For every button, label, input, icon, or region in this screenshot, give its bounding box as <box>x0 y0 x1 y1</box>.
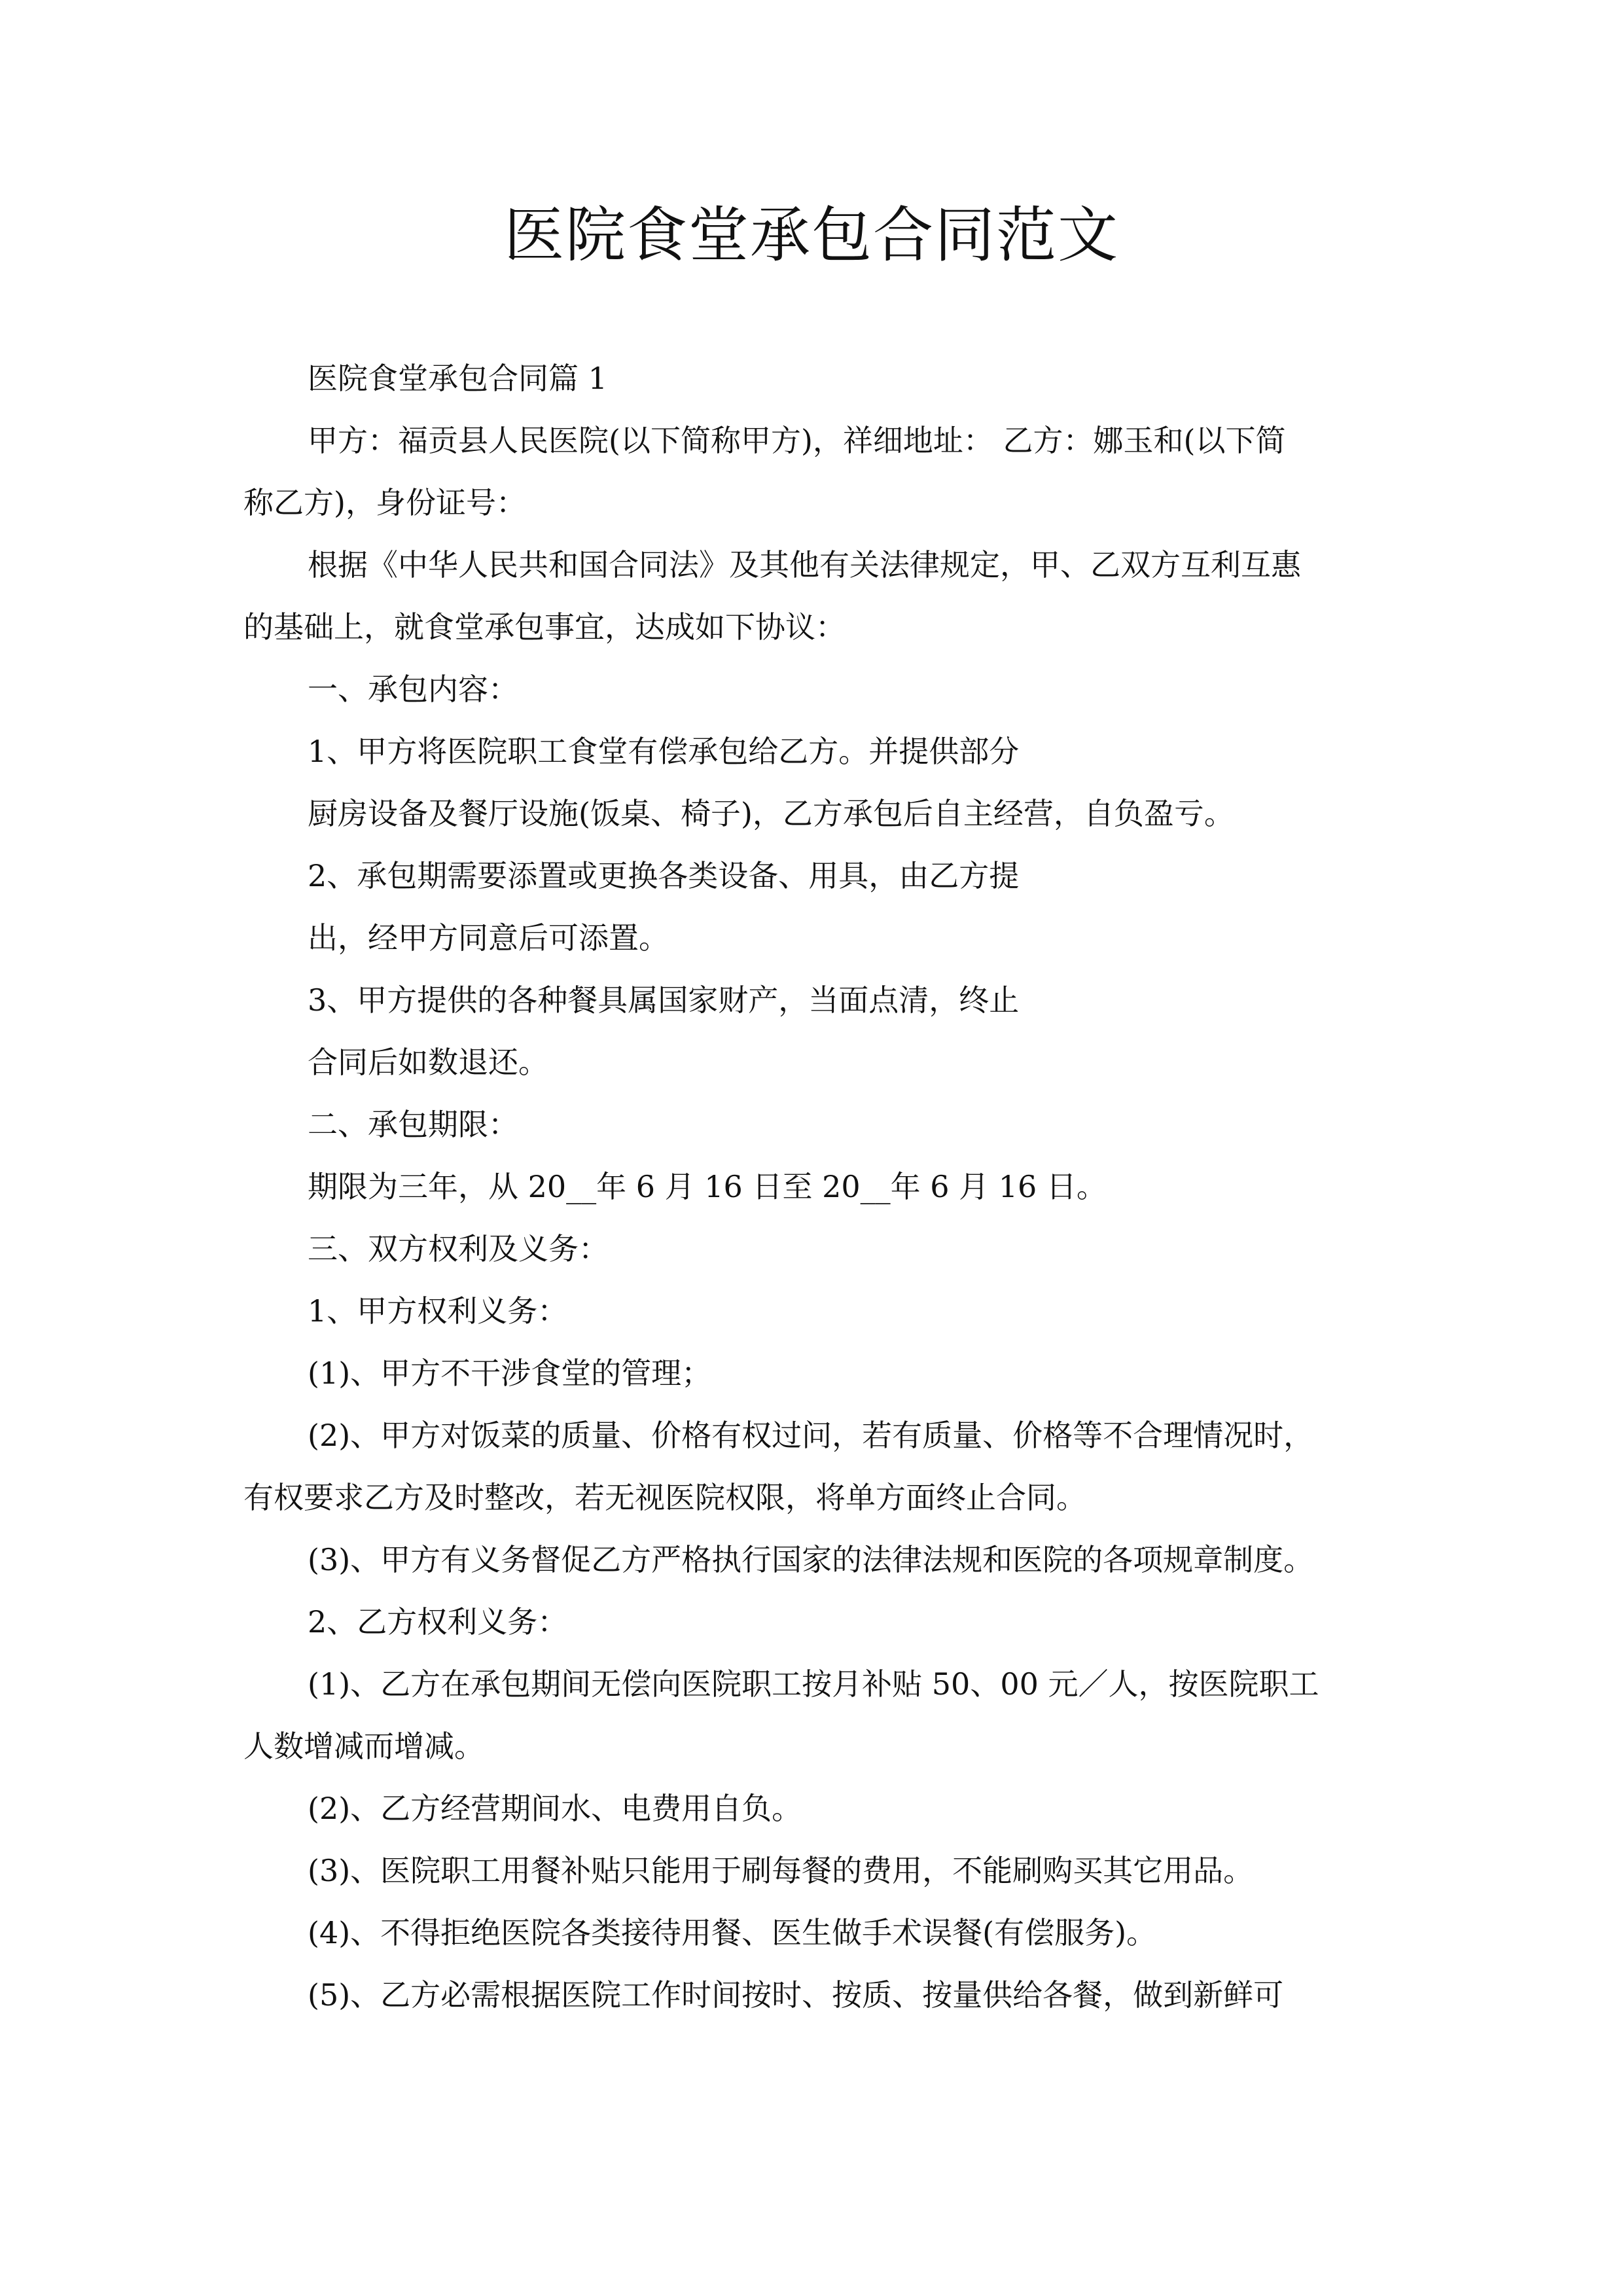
paragraph-line: 3、甲方提供的各种餐具属国家财产，当面点清，终止 <box>308 982 1020 1018</box>
paragraph-line: (1)、乙方在承包期间无偿向医院职工按月补贴 50、00 元／人，按医院职工 <box>308 1666 1319 1702</box>
paragraph-line: 的基础上，就食堂承包事宜，达成如下协议： <box>243 609 846 645</box>
paragraph-line: 厨房设备及餐厅设施(饭桌、椅子)，乙方承包后自主经营，自负盈亏。 <box>308 796 1234 831</box>
section-heading: 三、双方权利及义务： <box>308 1231 609 1266</box>
paragraph-line: 1、甲方将医院职工食堂有偿承包给乙方。并提供部分 <box>308 734 1020 769</box>
paragraph-line: 期限为三年，从 20__年 6 月 16 日至 20__年 6 月 16 日。 <box>308 1169 1107 1204</box>
paragraph-line: 根据《中华人民共和国合同法》及其他有关法律规定，甲、乙双方互利互惠 <box>308 547 1301 583</box>
paragraph-line: 人数增减而增减。 <box>243 1729 484 1764</box>
section-heading: 医院食堂承包合同篇 1 <box>308 361 607 396</box>
paragraph-line: 有权要求乙方及时整改，若无视医院权限，将单方面终止合同。 <box>243 1480 1086 1515</box>
subsection-heading: 2、乙方权利义务： <box>308 1604 568 1640</box>
section-heading: 一、承包内容： <box>308 672 518 707</box>
paragraph-line: (2)、甲方对饭菜的质量、价格有权过问，若有质量、价格等不合理情况时， <box>308 1418 1314 1453</box>
paragraph-line: (2)、乙方经营期间水、电费用自负。 <box>308 1791 802 1826</box>
paragraph-line: 甲方：福贡县人民医院(以下简称甲方)，祥细地址： 乙方：娜玉和(以下简 <box>308 423 1286 458</box>
paragraph-line: (4)、不得拒绝医院各类接待用餐、医生做手术误餐(有偿服务)。 <box>308 1915 1157 1950</box>
paragraph-line: 称乙方)，身份证号： <box>243 485 526 520</box>
paragraph-line: (3)、甲方有义务督促乙方严格执行国家的法律法规和医院的各项规章制度。 <box>308 1542 1314 1577</box>
paragraph-line: (5)、乙方必需根据医院工作时间按时、按质、按量供给各餐，做到新鲜可 <box>308 1977 1284 2013</box>
section-heading: 二、承包期限： <box>308 1107 518 1142</box>
paragraph-line: (1)、甲方不干涉食堂的管理； <box>308 1355 712 1391</box>
paragraph-line: 出，经甲方同意后可添置。 <box>308 920 669 956</box>
paragraph-line: (3)、医院职工用餐补贴只能用于刷每餐的费用，不能刷购买其它用品。 <box>308 1853 1254 1888</box>
subsection-heading: 1、甲方权利义务： <box>308 1293 568 1329</box>
paragraph-line: 2、承包期需要添置或更换各类设备、用具，由乙方提 <box>308 858 1020 893</box>
paragraph-line: 合同后如数退还。 <box>308 1045 548 1080</box>
document-title: 医院食堂承包合同范文 <box>503 200 1119 270</box>
